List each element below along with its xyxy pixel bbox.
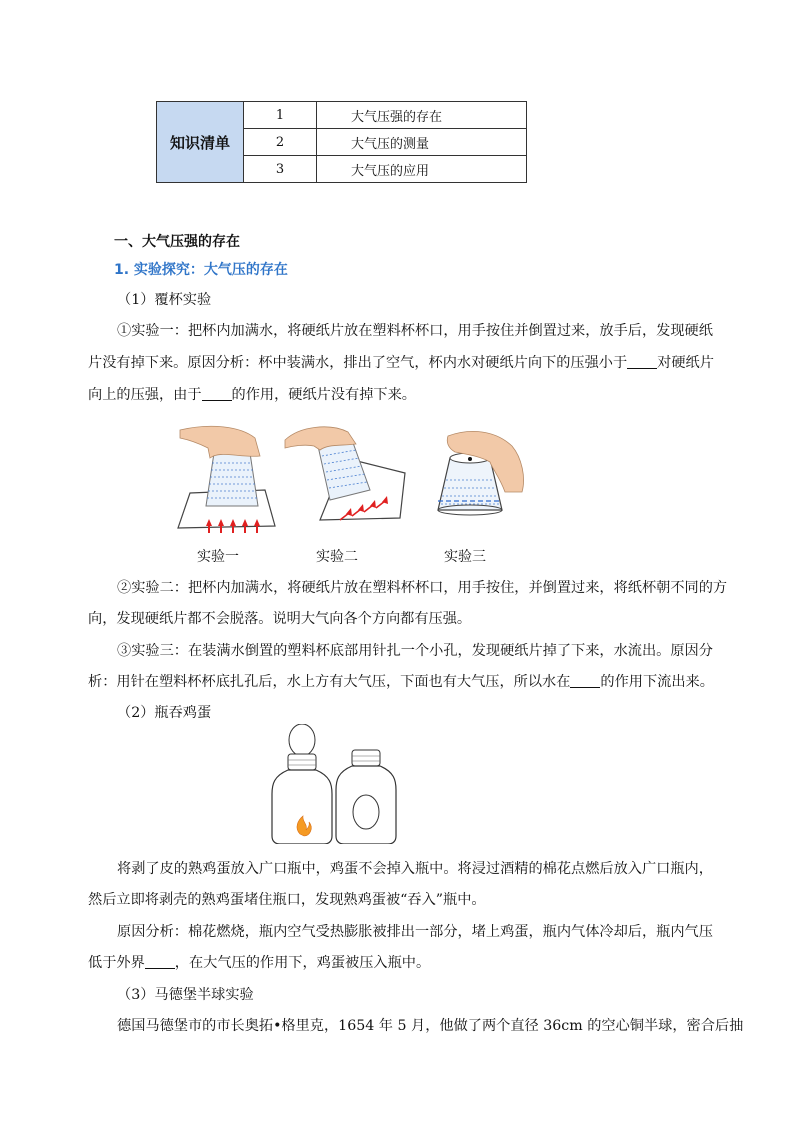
paragraph-line: 片没有掉下来。原因分析：杯中装满水，排出了空气，杯内水对硬纸片向下的压强小于 对硬纸片 xyxy=(88,355,714,371)
subsection-title: 1. 实验探究：大气压的存在 xyxy=(114,262,288,278)
table-row-num: 3 xyxy=(244,156,317,183)
paragraph-line: ①实验一：把杯内加满水，将硬纸片放在塑料杯杯口，用手按住并倒置过来，放手后，发现硬纸 xyxy=(117,323,713,339)
paragraph-line: 原因分析：棉花燃烧，瓶内空气受热膨胀被排出一部分，堵上鸡蛋，瓶内气体冷却后，瓶内气压 xyxy=(117,924,713,940)
bottle-with-flame xyxy=(272,724,332,844)
magdeburg-heading: （3）马德堡半球实验 xyxy=(117,987,254,1003)
cup-heading: （1）覆杯实验 xyxy=(117,292,212,308)
paragraph-line: 将剥了皮的熟鸡蛋放入广口瓶中，鸡蛋不会掉入瓶中。将浸过酒精的棉花点燃后放入广口瓶内， xyxy=(117,861,713,877)
fill-blank[interactable] xyxy=(627,354,657,369)
paragraph-line: 低于外界 ，在大气压的作用下，鸡蛋被压入瓶中。 xyxy=(88,955,431,971)
paragraph-line: 然后立即将剥壳的熟鸡蛋堵住瓶口，发现熟鸡蛋被“吞入”瓶中。 xyxy=(88,892,486,908)
fill-blank[interactable] xyxy=(570,673,600,688)
paragraph-line: 析：用针在塑料杯杯底扎孔后，水上方有大气压，下面也有大气压，所以水在 的作用下流出来。 xyxy=(88,674,714,690)
figure-caption: 实验三 xyxy=(444,549,486,565)
table-row-text: 大气压强的存在 xyxy=(317,102,527,129)
figure-caption: 实验二 xyxy=(316,549,358,565)
fill-blank[interactable] xyxy=(145,954,175,969)
paragraph-line: 德国马德堡市的市长奥拓•格里克，1654 年 5 月，他做了两个直径 36cm 的空心铜半球，密合后抽 xyxy=(117,1018,744,1034)
bottle-egg-figure xyxy=(270,724,410,844)
experiment-two-illustration xyxy=(285,427,405,520)
egg-heading: （2）瓶吞鸡蛋 xyxy=(117,705,212,721)
knowledge-table xyxy=(156,101,527,183)
paragraph-line: 向上的压强，由于 的作用，硬纸片没有掉下来。 xyxy=(88,387,416,403)
table-row-text: 大气压的测量 xyxy=(317,129,527,156)
table-row-num: 1 xyxy=(244,102,317,129)
figure-caption: 实验一 xyxy=(197,549,239,565)
paragraph-line: ③实验三：在装满水倒置的塑料杯底部用针扎一个小孔，发现硬纸片掉了下来，水流出。原因分 xyxy=(117,643,713,659)
paragraph-line: 向，发现硬纸片都不会脱落。说明大气向各个方向都有压强。 xyxy=(88,611,472,627)
bottle-with-egg xyxy=(336,750,396,844)
table-header: 知识清单 xyxy=(157,102,244,183)
experiment-three-illustration xyxy=(438,431,524,515)
fill-blank[interactable] xyxy=(202,386,232,401)
table-row-text: 大气压的应用 xyxy=(317,156,527,183)
section-title: 一、大气压强的存在 xyxy=(114,234,240,250)
table-row-num: 2 xyxy=(244,129,317,156)
cup-experiments-figure xyxy=(170,418,550,543)
paragraph-line: ②实验二：把杯内加满水，将硬纸片放在塑料杯杯口，用手按住，并倒置过来，将纸杯朝不同的方 xyxy=(117,580,728,596)
experiment-one-illustration xyxy=(178,426,275,533)
